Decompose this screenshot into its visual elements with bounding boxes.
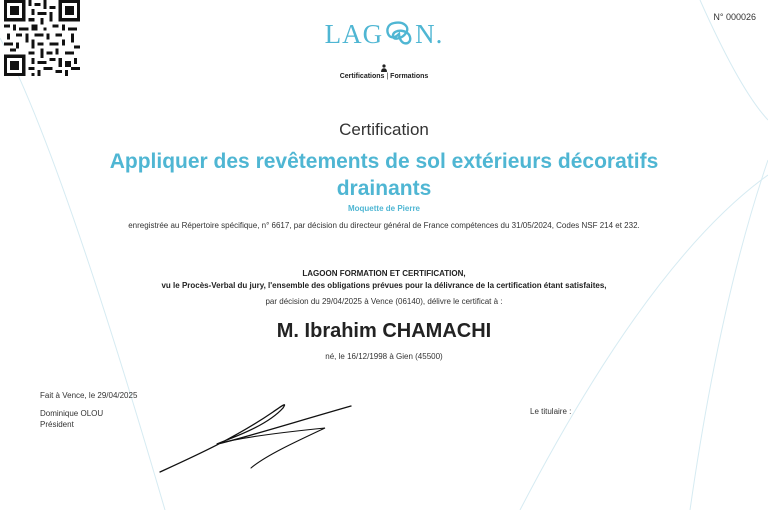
document-heading: Certification — [339, 120, 429, 139]
logo-loop-icon — [384, 19, 414, 49]
certification-title: Appliquer des revêtements de sol extérieurs décoratifs drainants — [109, 150, 659, 200]
jury-statement: vu le Procès-Verbal du jury, l'ensemble des obligations prévues pour la délivrance de la certification étant satisfaites, — [161, 281, 607, 290]
president-signature — [155, 398, 360, 478]
holder-label: Le titulaire : — [530, 407, 572, 416]
decision-statement: par décision du 29/04/2025 à Vence (06140), délivre le certificat à : — [265, 297, 503, 306]
tagline-formations: Formations — [390, 73, 429, 80]
signer-name: Dominique OLOU — [40, 409, 104, 418]
certification-subtitle: Moquette de Pierre — [347, 204, 420, 213]
logo-text-right: N. — [415, 18, 444, 49]
tagline-separator: | — [386, 73, 389, 80]
tagline-certifications: Certifications — [339, 73, 385, 80]
brand-logo — [0, 10, 768, 80]
logo-wordmark — [325, 10, 444, 58]
registration-statement: enregistrée au Répertoire spécifique, n° 6617, par décision du directeur général de France compétences du 31/05/2024, Codes NSF 214 et 232. — [128, 221, 640, 230]
recipient-birth-info: né, le 16/12/1998 à Gien (45500) — [325, 352, 443, 361]
logo-text-left: LAG — [324, 18, 384, 49]
person-icon — [380, 64, 388, 72]
signer-role: Président — [40, 420, 74, 429]
place-and-date: Fait à Vence, le 29/04/2025 — [40, 391, 138, 400]
logo-tagline — [0, 64, 768, 80]
issuing-organization: LAGOON FORMATION ET CERTIFICATION, — [302, 269, 466, 278]
certificate-number: N° 000026 — [713, 12, 756, 22]
recipient-name: M. Ibrahim CHAMACHI — [276, 320, 492, 342]
